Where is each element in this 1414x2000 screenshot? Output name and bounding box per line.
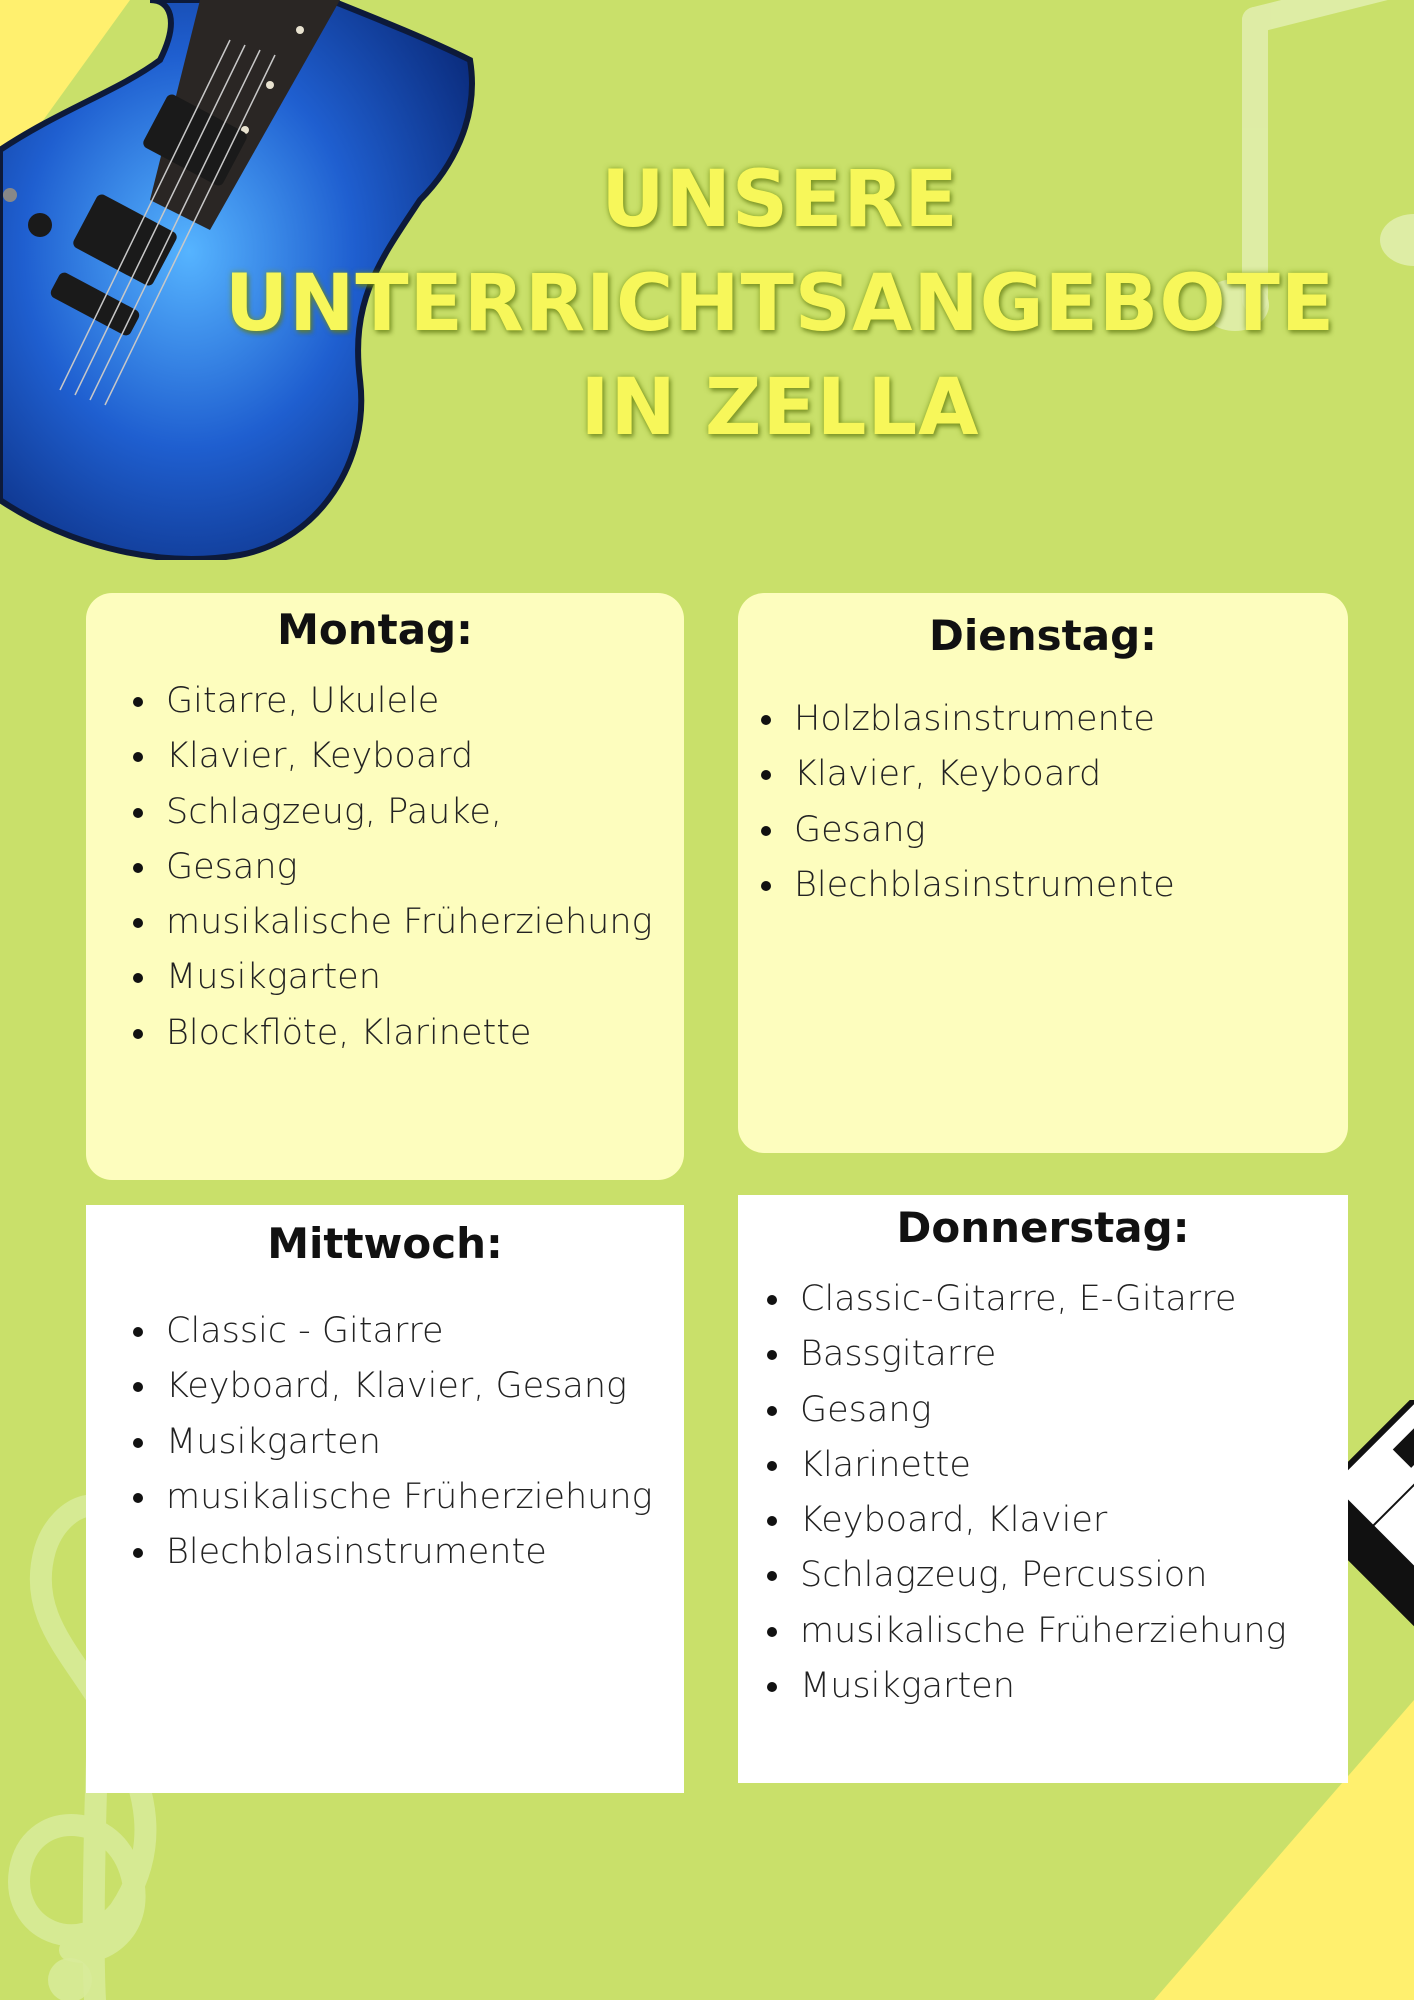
list-item: • Classic - Gitarre bbox=[160, 1304, 684, 1359]
card-list-montag bbox=[86, 674, 684, 1061]
list-item: • Musikgarten bbox=[160, 950, 684, 1005]
page-title bbox=[195, 148, 1365, 460]
list-item: • Blechblasinstrumente bbox=[788, 858, 1348, 913]
list-item: • musikalische Früherziehung bbox=[160, 895, 684, 950]
list-item: • Musikgarten bbox=[160, 1415, 684, 1470]
list-item: • Blechblasinstrumente bbox=[160, 1525, 684, 1580]
card-list-dienstag bbox=[738, 692, 1348, 913]
list-item: • Klarinette bbox=[794, 1438, 1348, 1493]
list-item: • Klavier, Keyboard bbox=[788, 747, 1348, 802]
list-item: • Keyboard, Klavier, Gesang bbox=[160, 1359, 684, 1414]
list-item: • Holzblasinstrumente bbox=[788, 692, 1348, 747]
card-dienstag bbox=[738, 593, 1348, 1153]
list-item: • Gesang bbox=[788, 803, 1348, 858]
card-montag bbox=[86, 593, 684, 1180]
card-list-donnerstag bbox=[738, 1272, 1348, 1714]
card-list-mittwoch bbox=[86, 1304, 684, 1580]
list-item: • Classic-Gitarre, E-Gitarre bbox=[794, 1272, 1348, 1327]
list-item: • Keyboard, Klavier bbox=[794, 1493, 1348, 1548]
list-item: • Schlagzeug, Pauke, bbox=[160, 785, 684, 840]
list-item: • Gitarre, Ukulele bbox=[160, 674, 684, 729]
card-donnerstag bbox=[738, 1195, 1348, 1783]
list-item: • musikalische Früherziehung bbox=[160, 1470, 684, 1525]
list-item: • Musikgarten bbox=[794, 1659, 1348, 1714]
card-title-dienstag: Dienstag: bbox=[929, 611, 1157, 660]
list-item: • Gesang bbox=[160, 840, 684, 895]
title-line-2: UNTERRICHTSANGEBOTE bbox=[224, 259, 1336, 349]
card-title-mittwoch: Mittwoch: bbox=[267, 1219, 503, 1268]
title-line-3: IN ZELLA bbox=[580, 363, 980, 453]
card-title-donnerstag: Donnerstag: bbox=[896, 1203, 1190, 1252]
list-item: • Bassgitarre bbox=[794, 1327, 1348, 1382]
list-item: • Klavier, Keyboard bbox=[160, 729, 684, 784]
list-item: • Gesang bbox=[794, 1383, 1348, 1438]
card-mittwoch bbox=[86, 1205, 684, 1793]
list-item: • Blockflöte, Klarinette bbox=[160, 1006, 684, 1061]
list-item: • Schlagzeug, Percussion bbox=[794, 1548, 1348, 1603]
title-line-1: UNSERE bbox=[601, 155, 959, 245]
card-title-montag: Montag: bbox=[277, 605, 473, 654]
list-item: • musikalische Früherziehung bbox=[794, 1604, 1348, 1659]
